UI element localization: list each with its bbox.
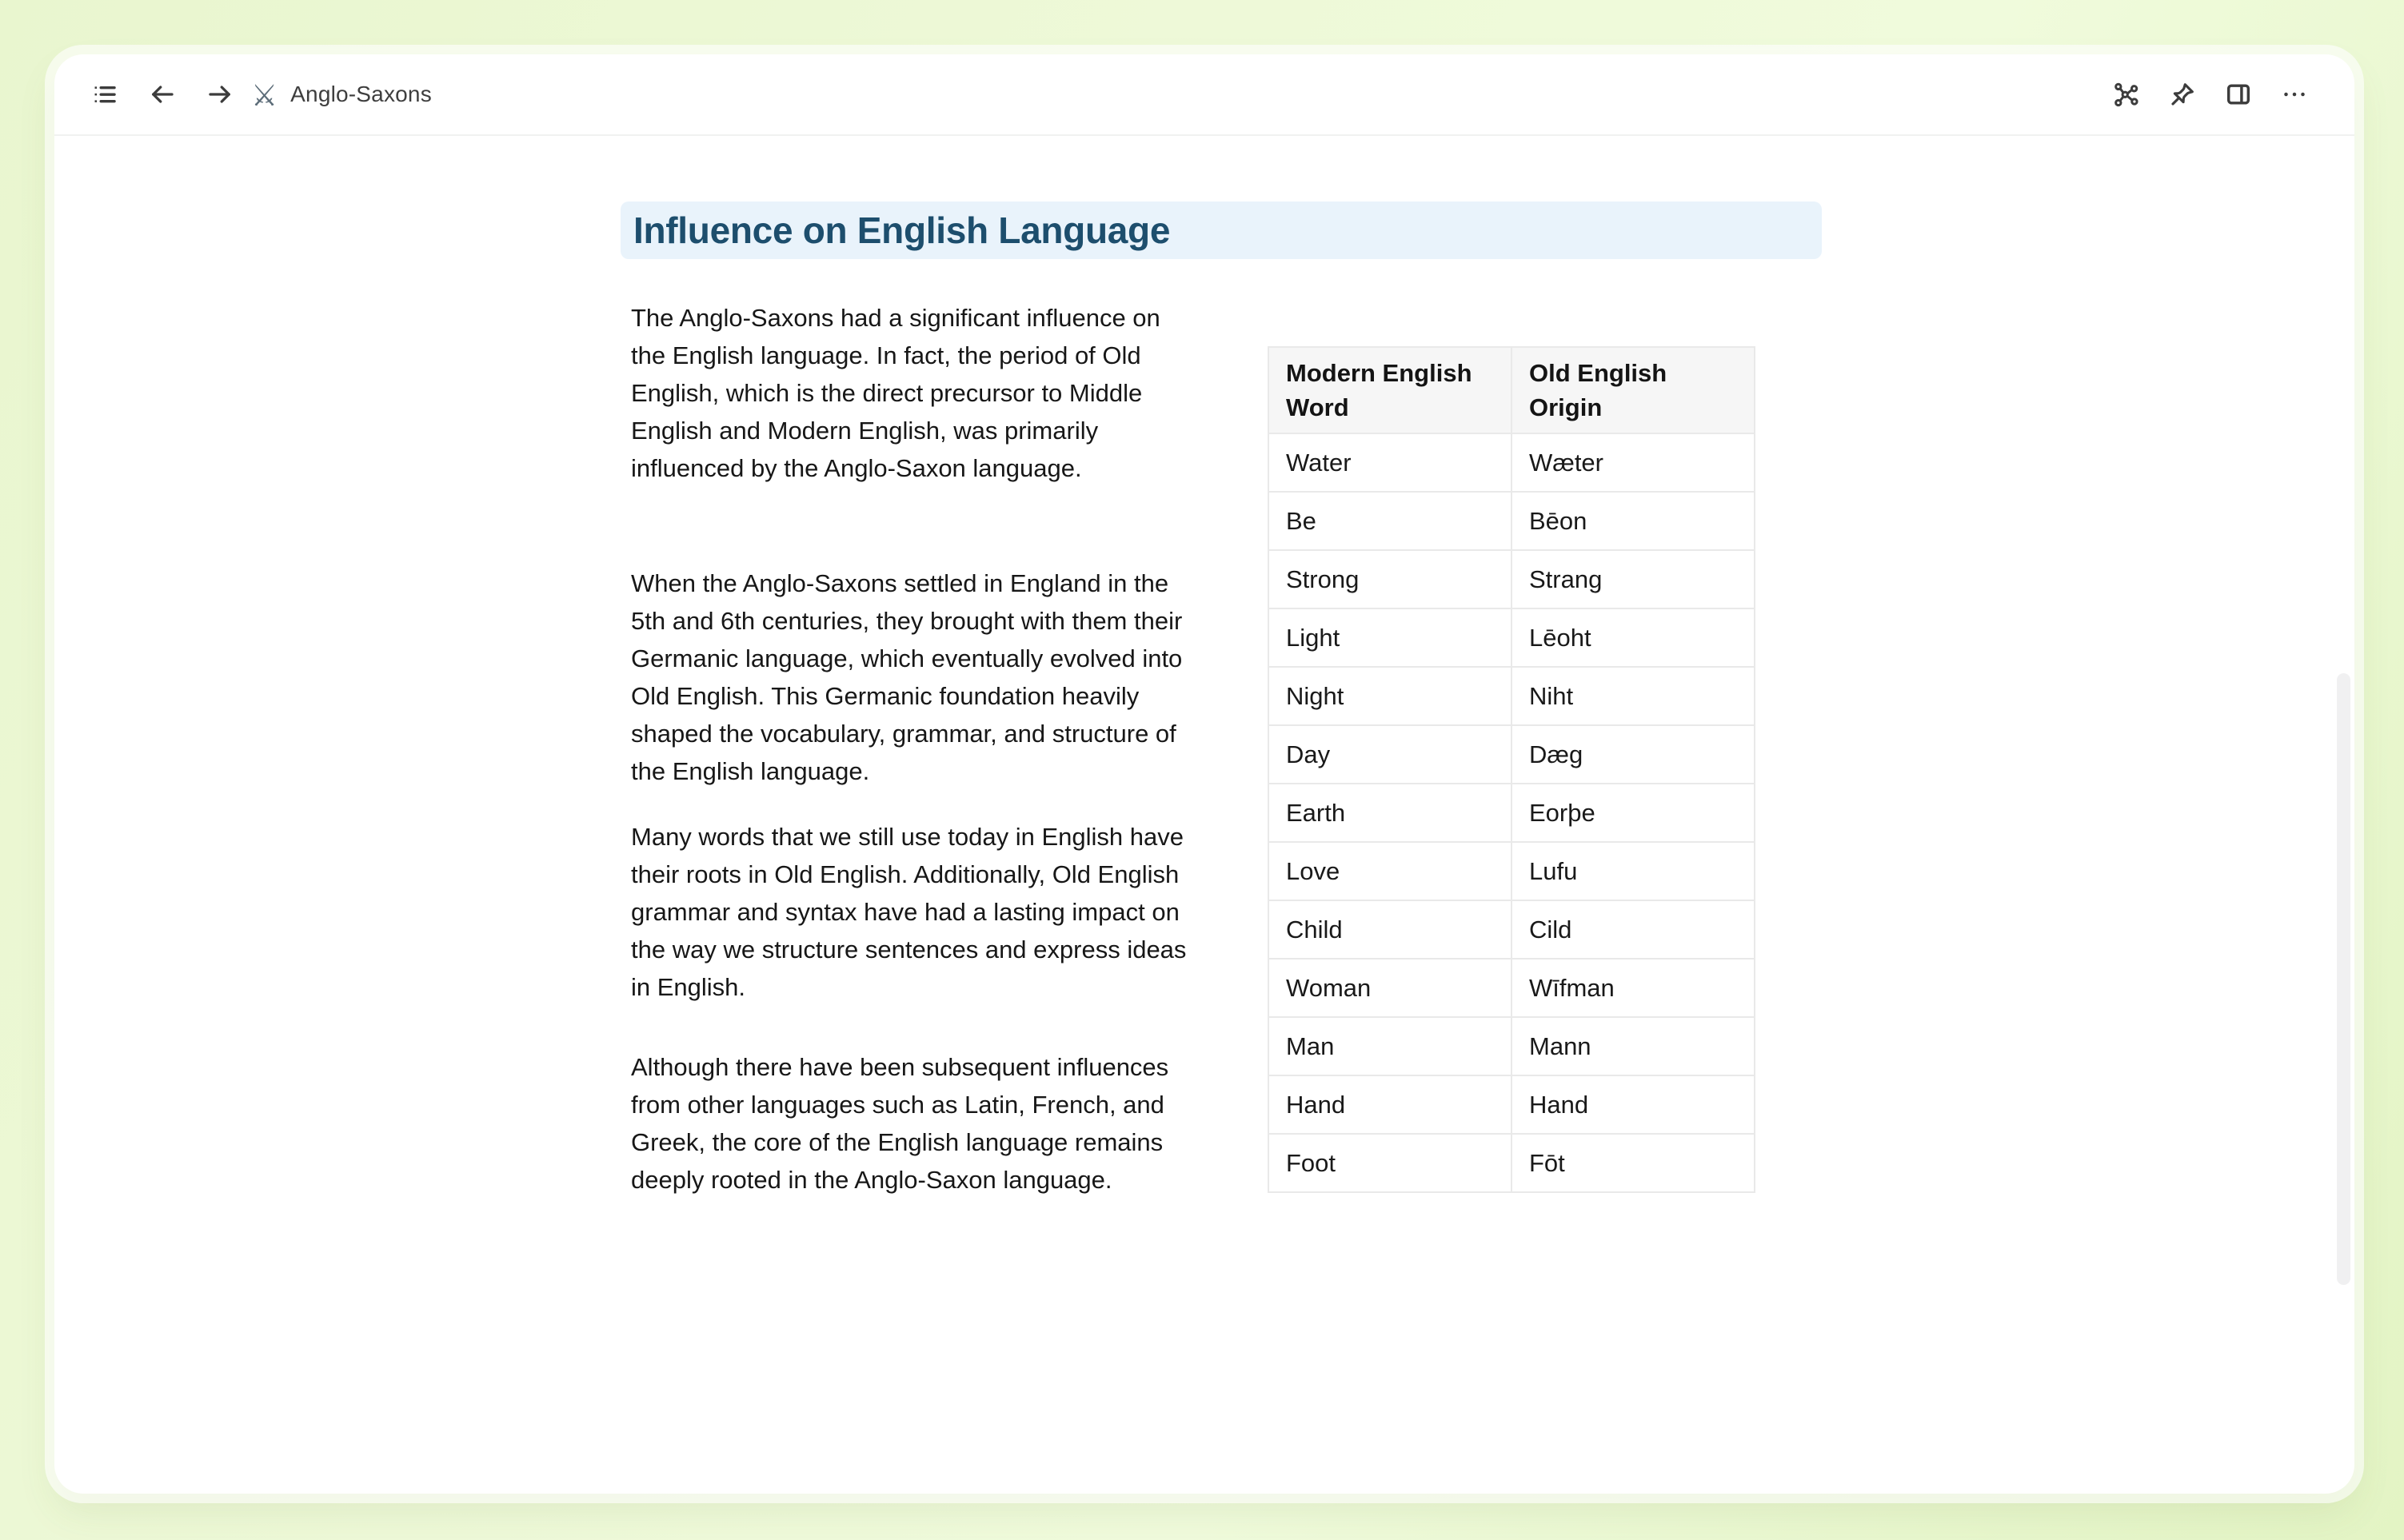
table-header-row	[1268, 347, 1755, 433]
table-row	[1268, 608, 1755, 667]
old-origin-cell[interactable]: Fōt	[1511, 1134, 1755, 1192]
old-origin-cell[interactable]: Cild	[1511, 900, 1755, 959]
column-header-modern[interactable]: Modern English Word	[1268, 347, 1511, 433]
table-row	[1268, 550, 1755, 608]
old-origin-cell[interactable]: Niht	[1511, 667, 1755, 725]
table-header	[1268, 347, 1755, 433]
old-origin-cell[interactable]: Hand	[1511, 1075, 1755, 1134]
table-row	[1268, 784, 1755, 842]
modern-word-cell[interactable]: Night	[1268, 667, 1511, 725]
table-row	[1268, 1017, 1755, 1075]
modern-word-cell[interactable]: Hand	[1268, 1075, 1511, 1134]
modern-word-cell[interactable]: Woman	[1268, 959, 1511, 1017]
more-options-icon[interactable]	[2276, 76, 2313, 113]
old-origin-cell[interactable]: Lēoht	[1511, 608, 1755, 667]
toc-list-icon[interactable]	[86, 76, 123, 113]
heading-highlight[interactable]	[621, 201, 1822, 259]
article-body	[631, 299, 1189, 1227]
modern-word-cell[interactable]: Light	[1268, 608, 1511, 667]
modern-word-cell[interactable]: Child	[1268, 900, 1511, 959]
toolbar	[54, 54, 2354, 136]
table-body	[1268, 433, 1755, 1192]
modern-word-cell[interactable]: Love	[1268, 842, 1511, 900]
back-arrow-icon[interactable]	[144, 76, 181, 113]
paragraph[interactable]: Many words that we still use today in English have their roots in Old English. Additionally, Old English grammar and syntax have had a lasting impact on the way we structure sentences and express ideas in English.	[631, 823, 1187, 1001]
column-header-old[interactable]: Old English Origin	[1511, 347, 1755, 433]
pin-icon[interactable]	[2164, 76, 2201, 113]
toolbar-right-group	[2108, 76, 2313, 113]
table-row	[1268, 433, 1755, 492]
word-origin-table	[1268, 346, 1755, 1193]
modern-word-cell[interactable]: Foot	[1268, 1134, 1511, 1192]
modern-word-cell[interactable]: Earth	[1268, 784, 1511, 842]
table-row	[1268, 725, 1755, 784]
table-row	[1268, 842, 1755, 900]
table-row	[1268, 959, 1755, 1017]
modern-word-cell[interactable]: Man	[1268, 1017, 1511, 1075]
old-origin-cell[interactable]: Wæter	[1511, 433, 1755, 492]
modern-word-cell[interactable]: Strong	[1268, 550, 1511, 608]
table-row	[1268, 667, 1755, 725]
doc-emoji-crossed-swords-icon: ⚔	[251, 78, 278, 112]
modern-word-cell[interactable]: Water	[1268, 433, 1511, 492]
app-window	[54, 54, 2354, 1494]
old-origin-cell[interactable]: Strang	[1511, 550, 1755, 608]
modern-word-cell[interactable]: Be	[1268, 492, 1511, 550]
old-origin-cell[interactable]: Dæg	[1511, 725, 1755, 784]
paragraph[interactable]: When the Anglo-Saxons settled in England in the 5th and 6th centuries, they brought with them their Germanic language, which eventually evolved into Old English. This Germanic foundation heavily shaped the vocabulary, grammar, and structure of the English language.	[631, 569, 1183, 785]
modern-word-cell[interactable]: Day	[1268, 725, 1511, 784]
old-origin-cell[interactable]: Bēon	[1511, 492, 1755, 550]
toolbar-left-group	[86, 76, 238, 113]
table-row	[1268, 492, 1755, 550]
graph-icon[interactable]	[2108, 76, 2145, 113]
paragraph[interactable]: The Anglo-Saxons had a significant influence on the English language. In fact, the period of Old English, which is the direct precursor to Middle English and Modern English, was primarily influenced by the Anglo-Saxon language.	[631, 304, 1160, 482]
old-origin-cell[interactable]: Eorþe	[1511, 784, 1755, 842]
page-title[interactable]: Influence on English Language	[633, 209, 1171, 251]
split-view-icon[interactable]	[2220, 76, 2257, 113]
table-row	[1268, 1075, 1755, 1134]
old-origin-cell[interactable]: Wīfman	[1511, 959, 1755, 1017]
old-origin-cell[interactable]: Lufu	[1511, 842, 1755, 900]
table-row	[1268, 1134, 1755, 1192]
table-row	[1268, 900, 1755, 959]
forward-arrow-icon[interactable]	[202, 76, 238, 113]
doc-title: Anglo-Saxons	[290, 82, 432, 106]
scrollbar-thumb[interactable]	[2337, 673, 2350, 1285]
old-origin-cell[interactable]: Mann	[1511, 1017, 1755, 1075]
paragraph[interactable]: Although there have been subsequent influences from other languages such as Latin, French, and Greek, the core of the English language remains deeply rooted in the Anglo-Saxon language.	[631, 1053, 1169, 1194]
